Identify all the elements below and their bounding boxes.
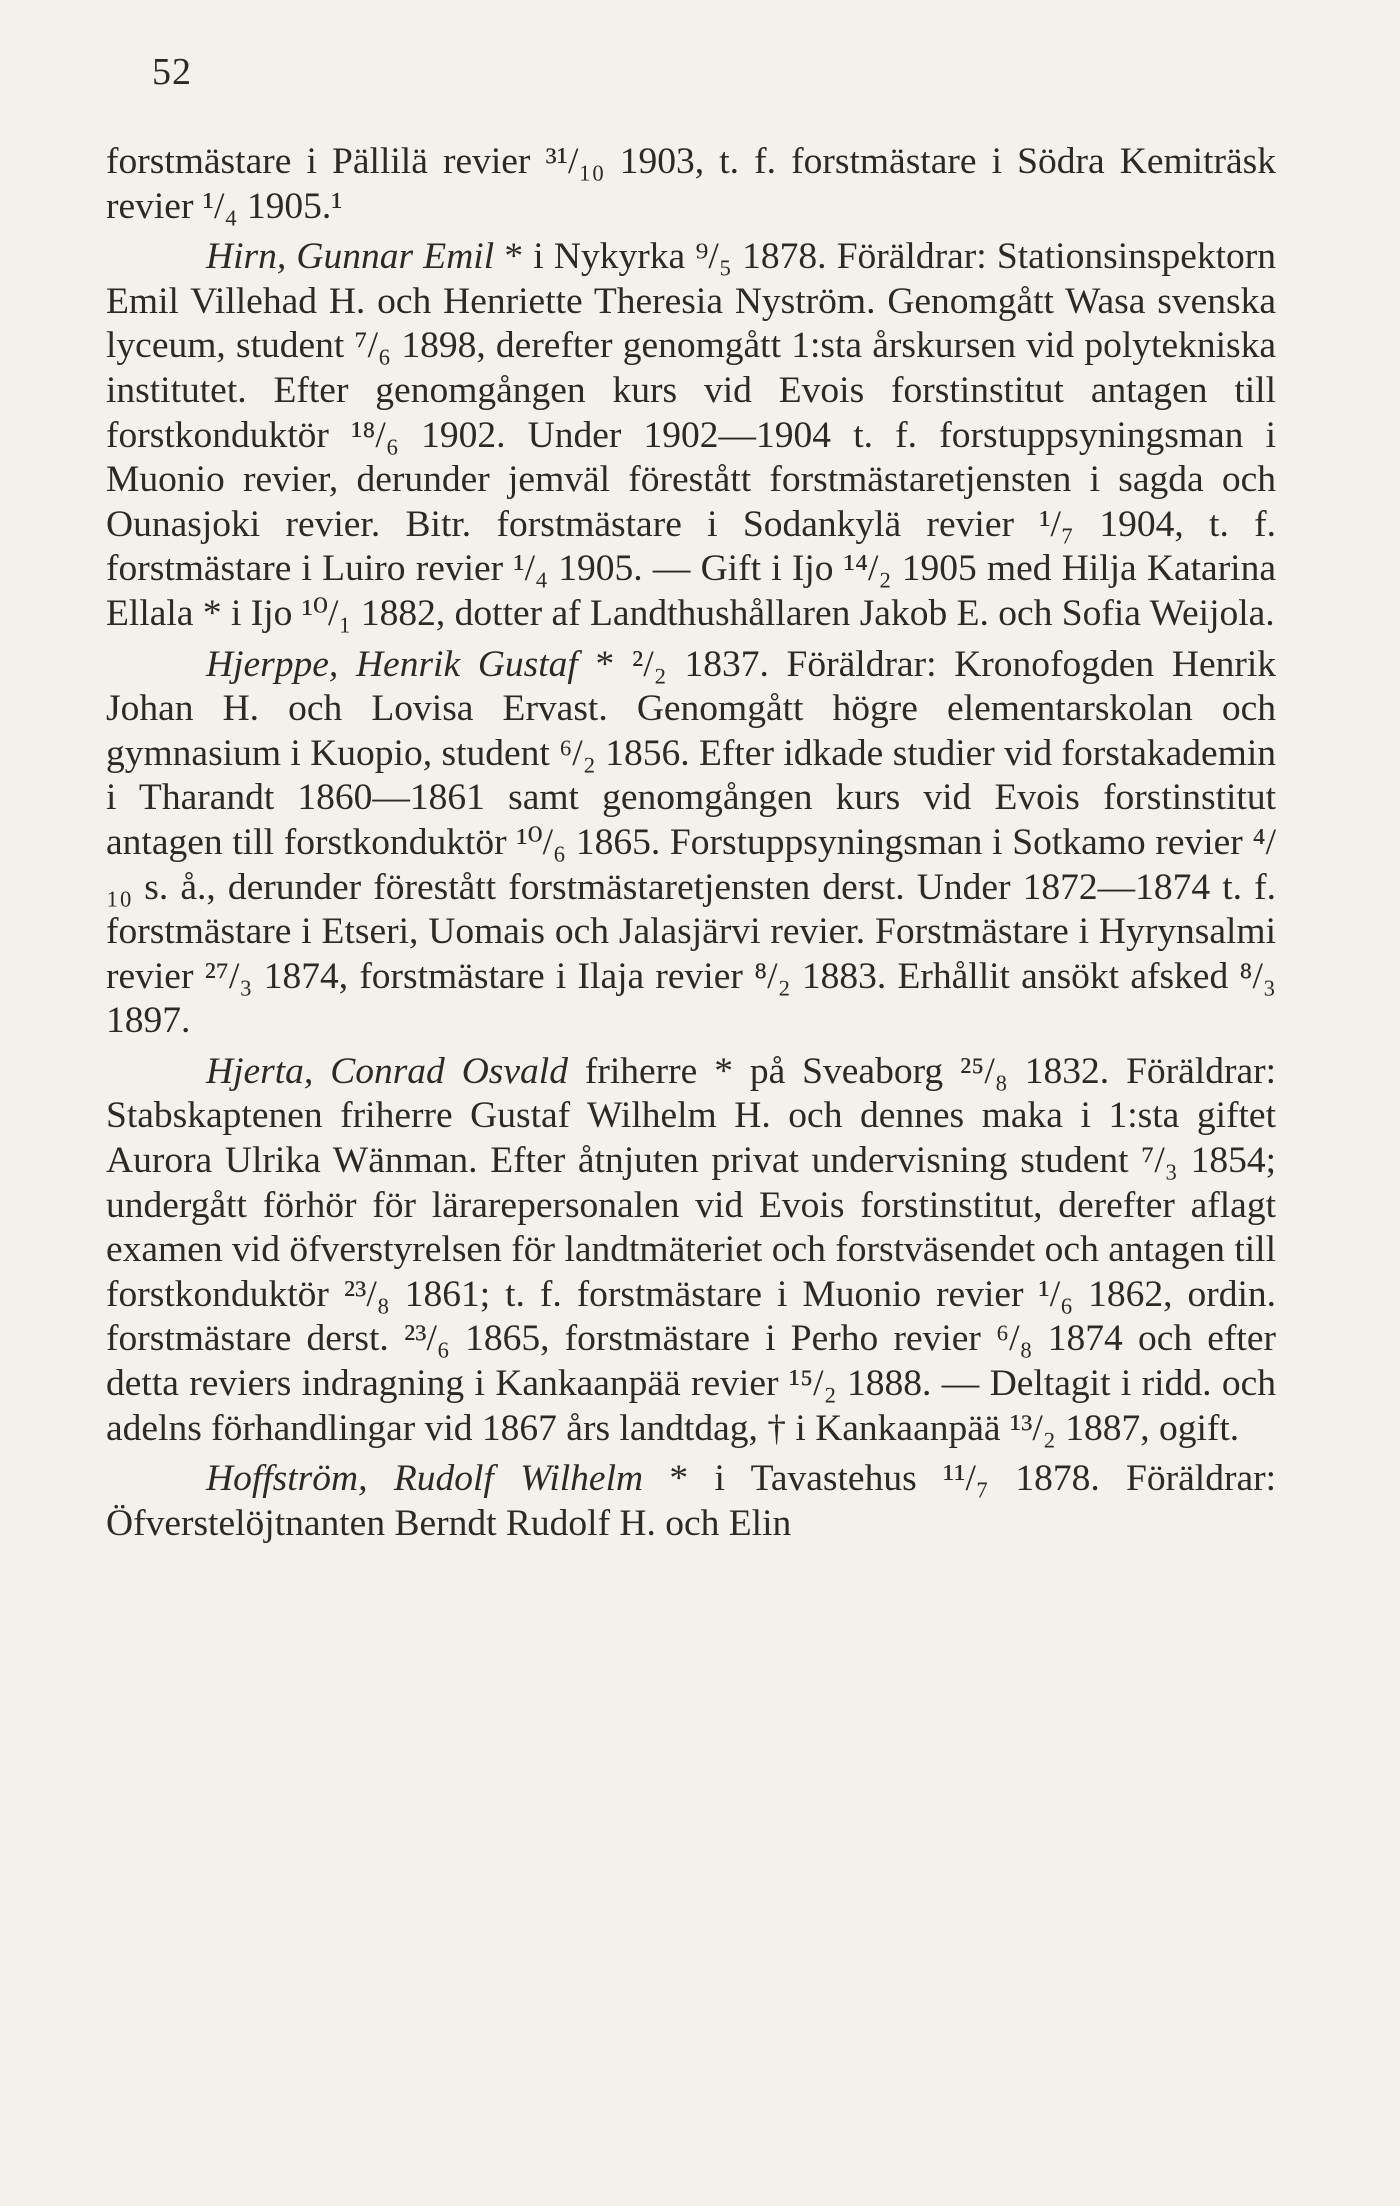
entry-name: Hjerta, Conrad Osvald xyxy=(206,1050,568,1092)
entry-name: Hoffström, Rudolf Wilhelm xyxy=(206,1458,644,1500)
entry-text: * ²/₂ 1837. Föräldrar: Kronofogden Henrik Johan H. och Lovisa Ervast. Genomgått högre elementarskolan och gymnasium i Kuopio, student ⁶/₂ 1856. Efter idkade studier vid forstakademin i Tharandt 1860—1861 samt genomgången kurs vid Evois forstinstitut antagen till forstkonduktör ¹⁰/₆ 1865. Forstuppsyningsman i Sotkamo revier ⁴/₁₀ s. å., derunder förestått forstmästaretjensten derst. Under 1872—1874 t. f. forstmästare i Etseri, Uomais och Jalasjärvi revier. Forstmästare i Hyrynsalmi revier ²⁷/₃ 1874, forstmästare i Ilaja revier ⁸/₂ 1883. Erhållit ansökt afsked ⁸/₃ 1897. xyxy=(106,643,1276,1042)
biography-entry-hirn xyxy=(106,235,1276,636)
entry-text: * i Tavastehus ¹¹/₇ 1878. Föräldrar: Öfverstelöjtnanten Berndt Rudolf H. och Elin xyxy=(106,1458,1276,1544)
biography-entry-hjerppe xyxy=(106,643,1276,1044)
entry-text: forstmästare i Pällilä revier ³¹/₁₀ 1903, t. f. forstmästare i Södra Kemiträsk revier ¹/₄ 1905.¹ xyxy=(106,141,1276,227)
biography-text xyxy=(106,140,1276,1552)
entry-name: Hjerppe, Henrik Gustaf xyxy=(206,643,578,685)
biography-entry-hoffstrom xyxy=(106,1457,1276,1546)
entry-text: * i Nykyrka ⁹/₅ 1878. Föräldrar: Stationsinspektorn Emil Villehad H. och Henriette Theresia Nyström. Genomgått Wasa svenska lyceum, student ⁷/₆ 1898, derefter genomgått 1:sta årskursen vid polytekniska institutet. Efter genomgången kurs vid Evois forstinstitut antagen till forstkonduktör ¹⁸/₆ 1902. Under 1902—1904 t. f. forstuppsyningsman i Muonio revier, derunder jemväl förestått forstmästaretjensten i sagda och Ounasjoki revier. Bitr. forstmästare i Sodankylä revier ¹/₇ 1904, t. f. forstmästare i Luiro revier ¹/₄ 1905. — Gift i Ijo ¹⁴/₂ 1905 med Hilja Katarina Ellala * i Ijo ¹⁰/₁ 1882, dotter af Landthushållaren Jakob E. och Sofia Weijola. xyxy=(106,236,1277,634)
entry-name: Hirn, Gunnar Emil xyxy=(206,236,495,278)
biography-entry-continuation xyxy=(106,140,1276,229)
biography-entry-hjerta xyxy=(106,1050,1276,1451)
entry-text: friherre * på Sveaborg ²⁵/₈ 1832. Föräldrar: Stabskaptenen friherre Gustaf Wilhelm H. och dennes maka i 1:sta giftet Aurora Ulrika Wänman. Efter åtnjuten privat undervisning student ⁷/₃ 1854; undergått förhör för lärarepersonalen vid Evois forstinstitut, derefter aflagt examen vid öfverstyrelsen för landtmäteriet och forstväsendet och antagen till forstkonduktör ²³/₈ 1861; t. f. forstmästare i Muonio revier ¹/₆ 1862, ordin. forstmästare derst. ²³/₆ 1865, forstmästare i Perho revier ⁶/₈ 1874 och efter detta reviers indragning i Kankaanpää revier ¹⁵/₂ 1888. — Deltagit i ridd. och adelns förhandlingar vid 1867 års landtdag, † i Kankaanpää ¹³/₂ 1887, ogift. xyxy=(106,1050,1277,1449)
page-number: 52 xyxy=(152,51,192,93)
